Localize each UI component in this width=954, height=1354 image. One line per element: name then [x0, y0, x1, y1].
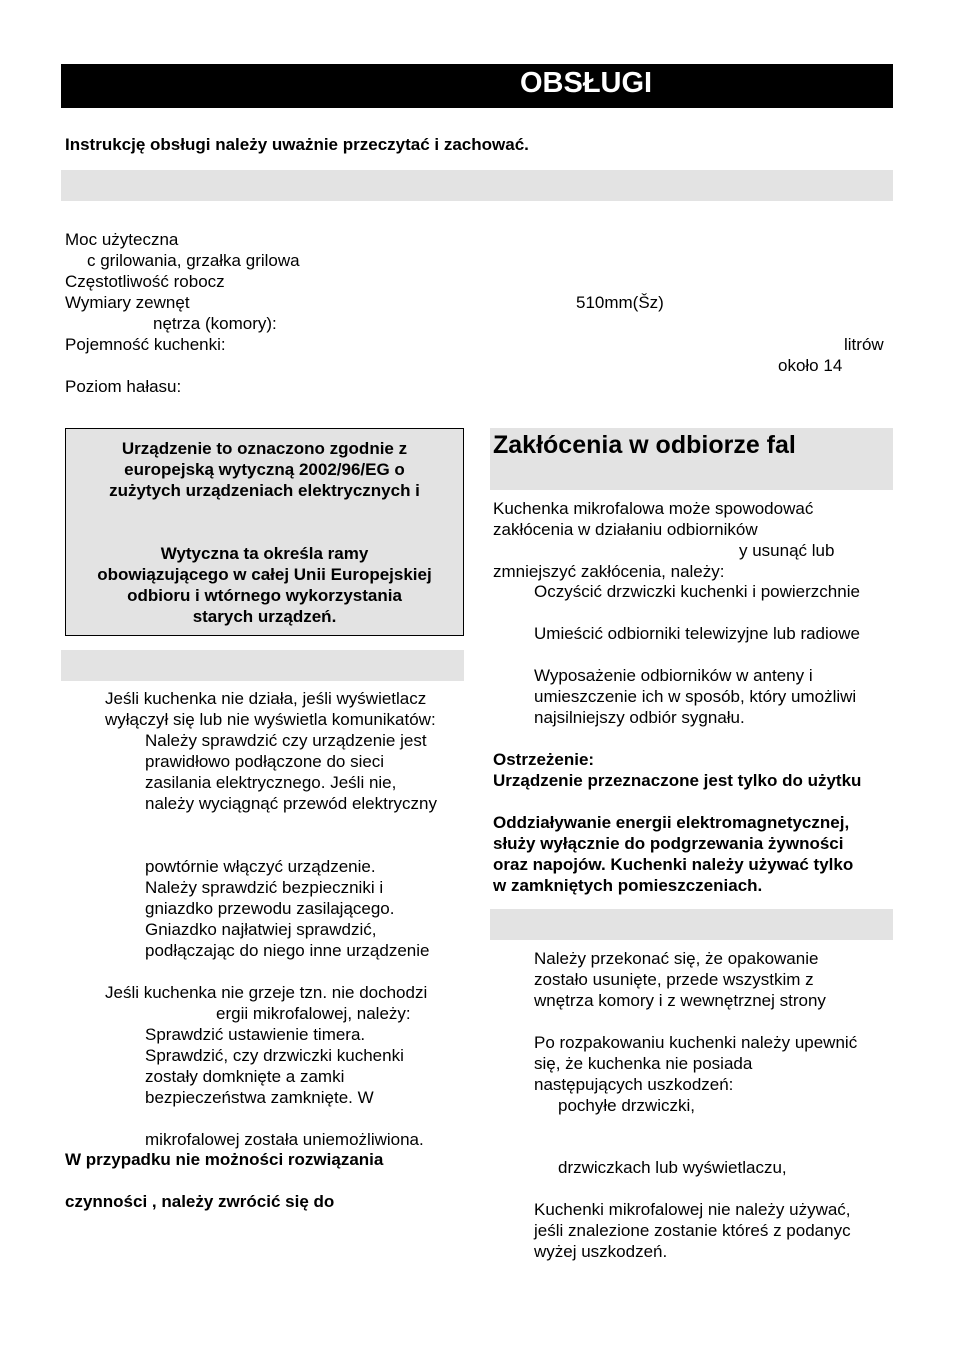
text-line: następujących uszkodzeń:: [534, 1075, 734, 1094]
troubleshoot-section-band: [61, 650, 464, 681]
text-line: jeśli znalezione zostanie któreś z podanyc: [534, 1221, 851, 1240]
text-line: się, że kuchenka nie posiada: [534, 1054, 753, 1073]
text-line: Wyposażenie odbiorników w anteny i: [534, 666, 813, 685]
text-line: zmniejszyć zakłócenia, należy:: [493, 562, 725, 581]
text-line: umieszczenie ich w sposób, który umożliwi: [534, 687, 857, 706]
warning-title: Ostrzeżenie:: [493, 750, 595, 769]
text-line: drzwiczkach lub wyświetlaczu,: [558, 1158, 787, 1177]
text-line: wyłączył się lub nie wyświetla komunikatów:: [105, 710, 436, 729]
text-line: Oczyścić drzwiczki kuchenki i powierzchnie: [534, 582, 860, 601]
intro-text: Instrukcję obsługi należy uważnie przeczytać i zachować.: [65, 135, 529, 154]
spec-value: litrów: [844, 335, 884, 354]
specs-section-band: [61, 170, 893, 201]
text-line: zostało usunięte, przede wszystkim z: [534, 970, 814, 989]
spec-line: Poziom hałasu:: [65, 377, 182, 396]
page-title: OBSŁUGI: [520, 67, 653, 99]
text-line: zakłócenia w działaniu odbiorników: [493, 520, 758, 539]
text-line: y usunąć lub: [739, 541, 835, 560]
text-line: Sprawdzić ustawienie timera.: [145, 1025, 366, 1044]
text-line: zostały domknięte a zamki: [145, 1067, 345, 1086]
weee-line: zużytych urządzeniach elektrycznych i: [109, 481, 420, 500]
spec-line: nętrza (komory):: [153, 314, 277, 333]
text-line: Należy przekonać się, że opakowanie: [534, 949, 819, 968]
text-line-bold: w zamkniętych pomieszczeniach.: [493, 876, 763, 895]
text-line: Umieścić odbiorniki telewizyjne lub radiowe: [534, 624, 860, 643]
text-line: Jeśli kuchenka nie działa, jeśli wyświetlacz: [105, 689, 427, 708]
weee-line: Wytyczna ta określa ramy: [160, 544, 369, 563]
spec-line: Wymiary zewnęt: [65, 293, 190, 312]
text-line: należy wyciągnąć przewód elektryczny: [145, 794, 437, 813]
text-line-bold: oraz napojów. Kuchenki należy używać tylko: [493, 855, 854, 874]
spec-value: około 14: [778, 356, 843, 375]
text-line: gniazdko przewodu zasilającego.: [145, 899, 395, 918]
weee-line: europejską wytyczną 2002/96/EG o: [124, 460, 405, 479]
text-line: Sprawdzić, czy drzwiczki kuchenki: [145, 1046, 404, 1065]
text-line-bold: Urządzenie przeznaczone jest tylko do użytku: [493, 771, 862, 790]
text-line: Jeśli kuchenka nie grzeje tzn. nie dochodzi: [105, 983, 428, 1002]
text-line: pochyłe drzwiczki,: [558, 1096, 695, 1115]
text-line: Kuchenka mikrofalowa może spowodować: [493, 499, 814, 518]
weee-notice-box: [65, 428, 464, 636]
text-line: powtórnie włączyć urządzenie.: [145, 857, 376, 876]
weee-line: starych urządzeń.: [192, 607, 337, 626]
text-line: wyżej uszkodzeń.: [534, 1242, 668, 1261]
text-line: bezpieczeństwa zamknięte. W: [145, 1088, 374, 1107]
text-line-bold: czynności , należy zwrócić się do: [65, 1192, 335, 1211]
spec-line: c grilowania, grzałka grilowa: [87, 251, 300, 270]
interference-heading: Zakłócenia w odbiorze fal: [493, 431, 796, 459]
text-line: zasilania elektrycznego. Jeśli nie,: [145, 773, 397, 792]
weee-line: odbioru i wtórnego wykorzystania: [127, 586, 402, 605]
text-line: ergii mikrofalowej, należy:: [216, 1004, 411, 1023]
text-line: Należy sprawdzić bezpieczniki i: [145, 878, 384, 897]
text-line: najsilniejszy odbiór sygnału.: [534, 708, 745, 727]
text-line: podłączając do niego inne urządzenie: [145, 941, 430, 960]
text-line-bold: W przypadku nie możności rozwiązania: [65, 1150, 384, 1169]
text-line: Po rozpakowaniu kuchenki należy upewnić: [534, 1033, 858, 1052]
spec-line: Częstotliwość robocz: [65, 272, 225, 291]
spec-value: 510mm(Šz): [576, 293, 664, 312]
unpacking-section-band: [490, 909, 893, 940]
text-line: mikrofalowej została uniemożliwiona.: [145, 1130, 424, 1149]
title-bar: [61, 64, 893, 108]
text-line: Należy sprawdzić czy urządzenie jest: [145, 731, 427, 750]
text-line-bold: Oddziaływanie energii elektromagnetycznej,: [493, 813, 850, 832]
weee-line: obowiązującego w całej Unii Europejskiej: [97, 565, 432, 584]
text-line-bold: służy wyłącznie do podgrzewania żywności: [493, 834, 844, 853]
text-line: wnętrza komory i z wewnętrznej strony: [534, 991, 826, 1010]
interference-section-header: [490, 428, 893, 490]
spec-line: Pojemność kuchenki:: [65, 335, 226, 354]
spec-line: Moc użyteczna: [65, 230, 179, 249]
text-line: prawidłowo podłączone do sieci: [145, 752, 385, 771]
text-line: Gniazdko najłatwiej sprawdzić,: [145, 920, 377, 939]
weee-line: Urządzenie to oznaczono zgodnie z: [121, 439, 408, 458]
text-line: Kuchenki mikrofalowej nie należy używać,: [534, 1200, 851, 1219]
